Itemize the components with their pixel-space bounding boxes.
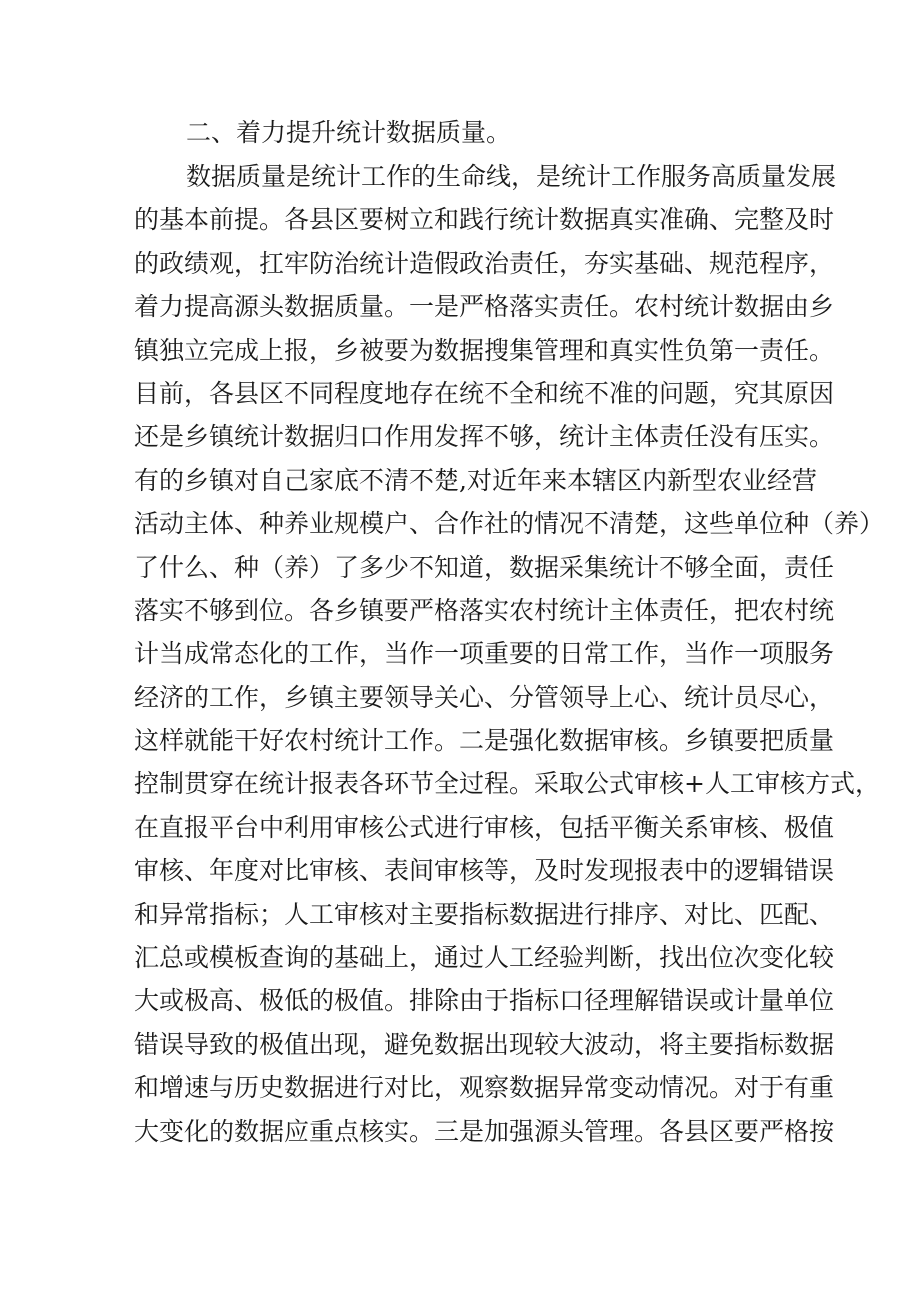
paragraph-line: 有的乡镇对自己家底不清不楚,对近年来本辖区内新型农业经营 <box>134 465 817 495</box>
paragraph-line: 和异常指标；人工审核对主要指标数据进行排序、对比、匹配、 <box>134 899 835 929</box>
paragraph-line: 和增速与历史数据进行对比，观察数据异常变动情况。对于有重 <box>134 1073 835 1103</box>
paragraph-line: 经济的工作，乡镇主要领导关心、分管领导上心、统计员尽心， <box>134 682 835 712</box>
paragraph-line: 的基本前提。各县区要树立和践行统计数据真实准确、完整及时 <box>134 205 835 235</box>
paragraph-line: 汇总或模板查询的基础上，通过人工经验判断，找出位次变化较 <box>134 943 835 973</box>
paragraph-line: 大变化的数据应重点核实。三是加强源头管理。各县区要严格按 <box>134 1116 835 1146</box>
paragraph-line: 这样就能干好农村统计工作。二是强化数据审核。乡镇要把质量 <box>134 726 835 756</box>
paragraph-line: 目前，各县区不同程度地存在统不全和统不准的问题，究其原因 <box>134 378 835 408</box>
paragraph-line: 着力提高源头数据质量。一是严格落实责任。农村统计数据由乡 <box>134 292 835 322</box>
paragraph-line: 活动主体、种养业规模户、合作社的情况不清楚，这些单位种（养） <box>134 509 885 539</box>
paragraph-line: 镇独立完成上报，乡被要为数据搜集管理和真实性负第一责任。 <box>134 335 835 365</box>
paragraph-line: 审核、年度对比审核、表间审核等，及时发现报表中的逻辑错误 <box>134 856 835 886</box>
paragraph-line: 大或极高、极低的极值。排除由于指标口径理解错误或计量单位 <box>134 986 835 1016</box>
paragraph-line: 了什么、种（养）了多少不知道，数据采集统计不够全面，责任 <box>134 552 835 582</box>
paragraph-line: 落实不够到位。各乡镇要严格落实农村统计主体责任，把农村统 <box>134 595 835 625</box>
paragraph-line: 数据质量是统计工作的生命线，是统计工作服务高质量发展 <box>186 162 837 191</box>
paragraph-line: 错误导致的极值出现，避免数据出现较大波动，将主要指标数据 <box>134 1029 835 1059</box>
paragraph-line: 计当成常态化的工作，当作一项重要的日常工作，当作一项服务 <box>134 639 835 669</box>
paragraph-line: 的政绩观，扛牢防治统计造假政治责任，夯实基础、规范程序， <box>134 248 835 278</box>
paragraph-line: 控制贯穿在统计报表各环节全过程。采取公式审核+人工审核方式， <box>134 769 880 799</box>
paragraph-line: 还是乡镇统计数据归口作用发挥不够，统计主体责任没有压实。 <box>134 422 835 452</box>
paragraph-line: 在直报平台中利用审核公式进行审核，包括平衡关系审核、极值 <box>134 812 835 842</box>
section-heading: 二、着力提升统计数据质量。 <box>186 118 512 147</box>
body-paragraph <box>134 155 885 1153</box>
